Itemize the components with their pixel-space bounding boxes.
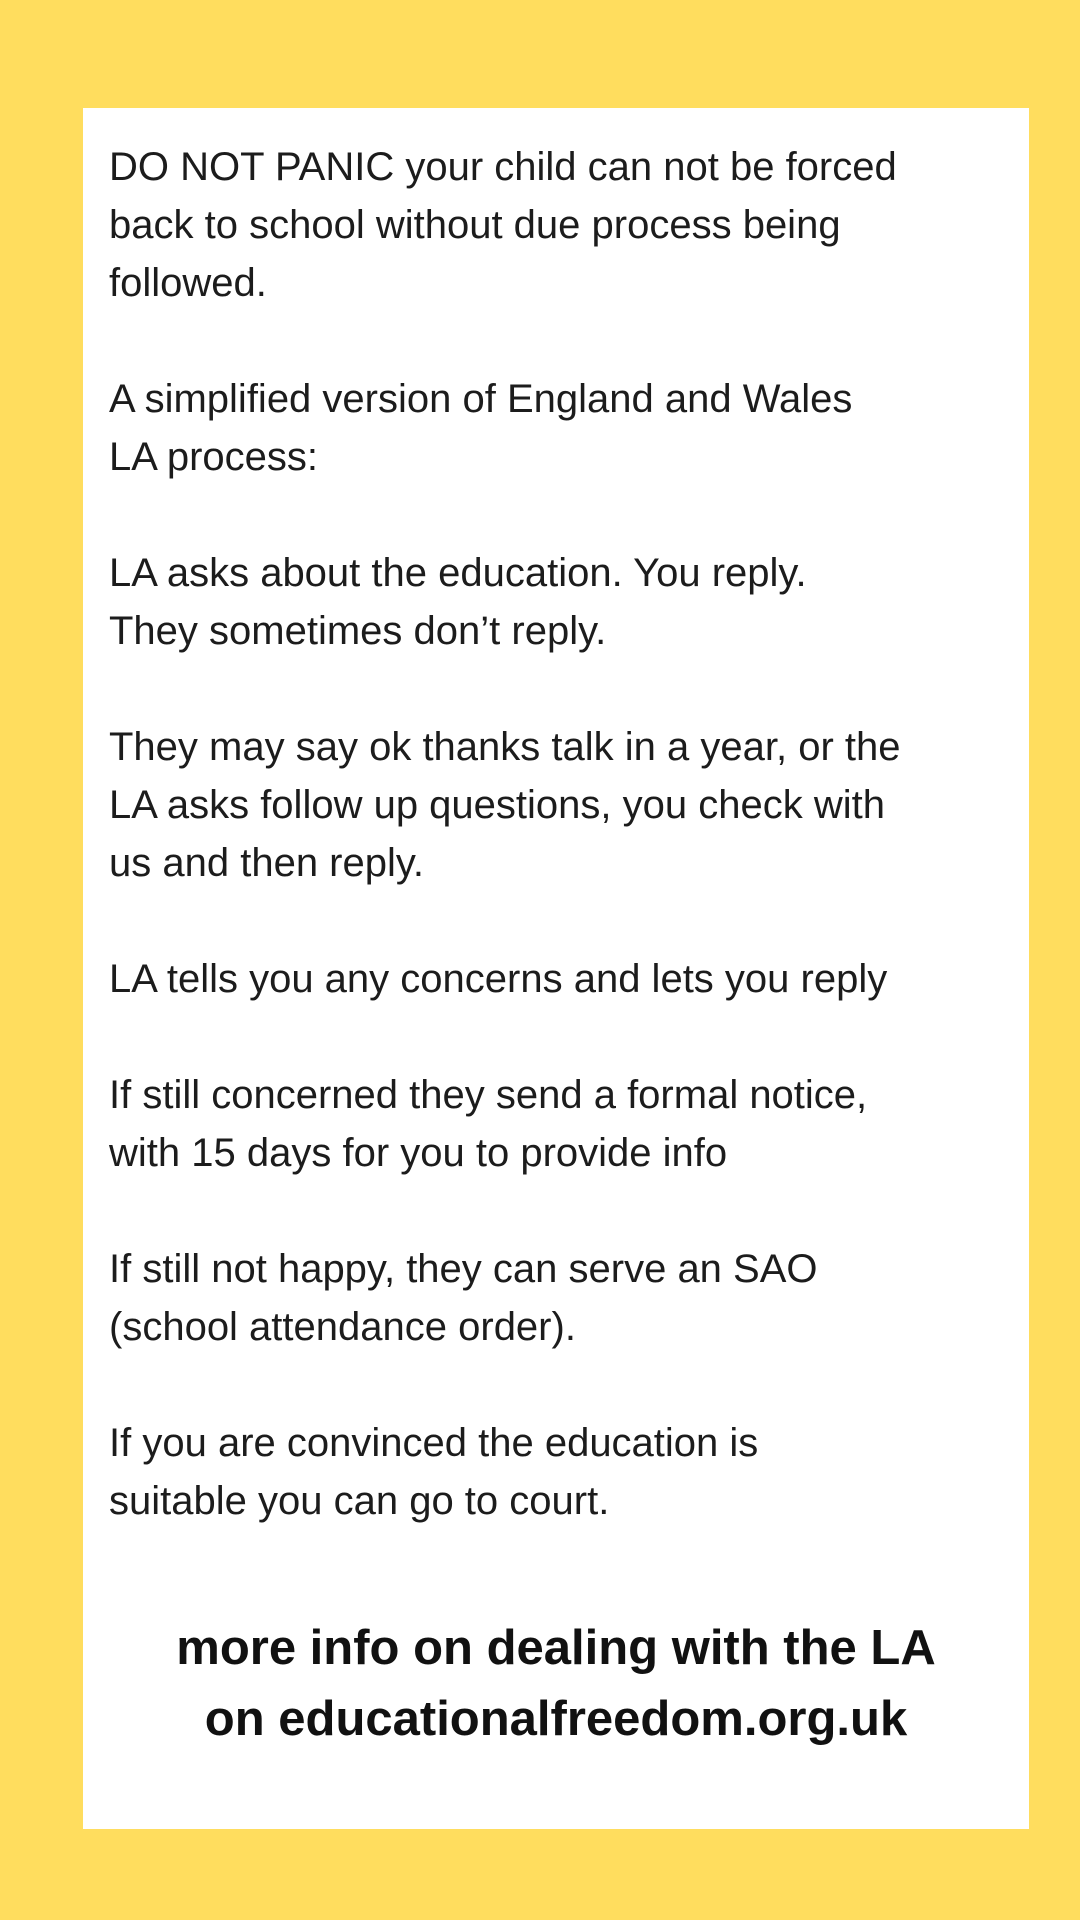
paragraph-simplified-version: A simplified version of England and Wales LA process: — [109, 377, 853, 479]
footer-line-2: on educationalfreedom.org.uk — [204, 1692, 908, 1746]
process-text — [109, 138, 1009, 1588]
footer-line-1: more info on dealing with the LA — [176, 1621, 936, 1675]
paragraph-sao: If still not happy, they can serve an SAO (school attendance order). — [109, 1247, 818, 1349]
paragraph-la-asks: LA asks about the education. You reply. They sometimes don’t reply. — [109, 551, 807, 653]
paragraph-do-not-panic: DO NOT PANIC your child can not be forced back to school without due process being followed. — [109, 145, 897, 305]
more-info-footer — [83, 1613, 1029, 1755]
info-card — [83, 108, 1029, 1829]
paragraph-formal-notice: If still concerned they send a formal notice, with 15 days for you to provide info — [109, 1073, 868, 1175]
paragraph-follow-up: They may say ok thanks talk in a year, or the LA asks follow up questions, you check with us and then reply. — [109, 725, 901, 885]
paragraph-court: If you are convinced the education is suitable you can go to court. — [109, 1421, 759, 1523]
paragraph-concerns: LA tells you any concerns and lets you reply — [109, 957, 888, 1001]
